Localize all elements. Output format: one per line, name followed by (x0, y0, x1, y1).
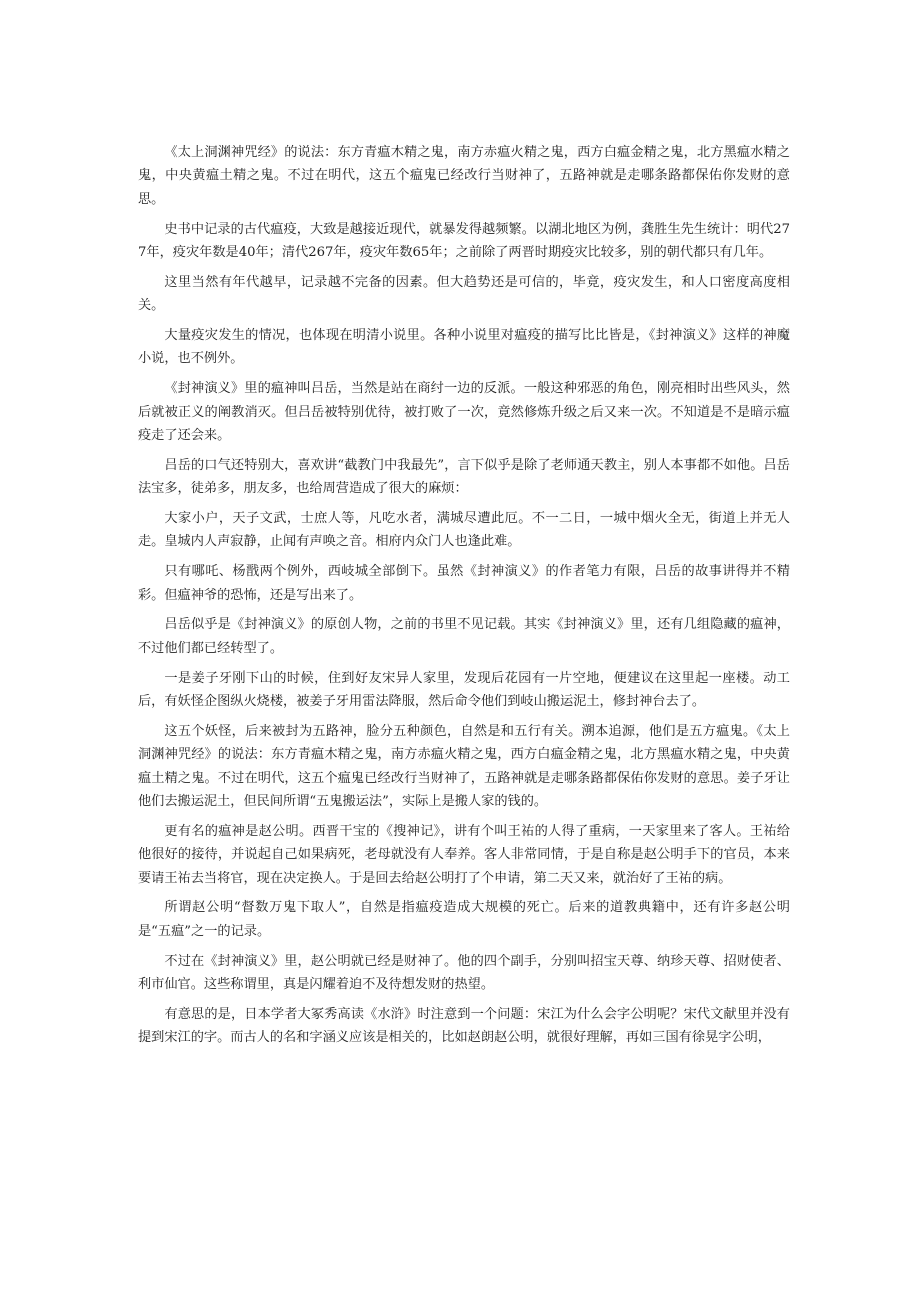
paragraph: 有意思的是，日本学者大冢秀高读《水浒》时注意到一个问题：宋江为什么会字公明呢？宋代文献里并没有提到宋江的字。而古人的名和字涵义应该是相关的，比如赵朗赵公明，就很好理解，再如三国有徐晃字公明， (138, 1006, 790, 1046)
paragraph: 只有哪吒、杨戬两个例外，西岐城全部倒下。虽然《封神演义》的作者笔力有限，吕岳的故事讲得并不精彩。但瘟神爷的恐怖，还是写出来了。 (138, 564, 790, 603)
quoted-paragraph: 大家小户，天子文武，士庶人等，凡吃水者，满城尽遭此厄。不一二日，一城中烟火全无，街道上并无人走。皇城内人声寂静，止闻有声唤之音。相府内众门人也逢此难。 (138, 511, 790, 550)
paragraph: 不过在《封神演义》里，赵公明就已经是财神了。他的四个副手，分别叫招宝天尊、纳珍天尊、招财使者、利市仙官。这些称谓里，真是闪耀着迫不及待想发财的热望。 (138, 953, 790, 993)
paragraph: 一是姜子牙刚下山的时候，住到好友宋异人家里，发现后花园有一片空地，便建议在这里起一座楼。动工后，有妖怪企图纵火烧楼，被姜子牙用雷法降服，然后命令他们到岐山搬运泥土，修封神台去了。 (138, 670, 790, 710)
paragraph: 吕岳似乎是《封神演义》的原创人物，之前的书里不见记载。其实《封神演义》里，还有几组隐藏的瘟神，不过他们都已经转型了。 (138, 617, 790, 656)
paragraph: 大量疫灾发生的情况，也体现在明清小说里。各种小说里对瘟疫的描写比比皆是，《封神演义》这样的神魔小说，也不例外。 (138, 328, 790, 367)
paragraph: 《封神演义》里的瘟神叫吕岳，当然是站在商纣一边的反派。一般这种邪恶的角色，刚亮相时出些风头，然后就被正义的阐教消灭。但吕岳被特别优待，被打败了一次，竟然修炼升级之后又来一次。不知道是不是暗示瘟疫走了还会来。 (138, 381, 790, 444)
paragraph: 这五个妖怪，后来被封为五路神，脸分五种颜色，自然是和五行有关。溯本追源，他们是五方瘟鬼。《太上洞渊神咒经》的说法：东方青瘟木精之鬼，南方赤瘟火精之鬼，西方白瘟金精之鬼，北方黑瘟水精之鬼，中央黄瘟土精之鬼。不过在明代，这五个瘟鬼已经改行当财神了，五路神就是走哪条路都保佑你发财的意思。姜子牙让他们去搬运泥土，但民间所谓“五鬼搬运法”，实际上是搬人家的钱的。 (138, 723, 790, 810)
document-page (138, 141, 790, 1056)
paragraph: 这里当然有年代越早，记录越不完备的因素。但大趋势还是可信的，毕竟，疫灾发生，和人口密度高度相关。 (138, 274, 790, 314)
paragraph: 史书中记录的古代瘟疫，大致是越接近现代，就暴发得越频繁。以湖北地区为例，龚胜生先生统计：明代277年，疫灾年数是40年；清代267年，疫灾年数65年；之前除了两晋时期疫灾比较多，别的朝代都只有几年。 (138, 221, 790, 261)
paragraph: 所谓赵公明“督数万鬼下取人”，自然是指瘟疫造成大规模的死亡。后来的道教典籍中，还有许多赵公明是“五瘟”之一的记录。 (138, 900, 790, 939)
paragraph: 吕岳的口气还特别大，喜欢讲“截教门中我最先”，言下似乎是除了老师通天教主，别人本事都不如他。吕岳法宝多，徒弟多，朋友多，也给周营造成了很大的麻烦： (138, 457, 790, 497)
paragraph: 《太上洞渊神咒经》的说法：东方青瘟木精之鬼，南方赤瘟火精之鬼，西方白瘟金精之鬼，北方黑瘟水精之鬼，中央黄瘟土精之鬼。不过在明代，这五个瘟鬼已经改行当财神了，五路神就是走哪条路都保佑你发财的意思。 (138, 145, 790, 207)
paragraph: 更有名的瘟神是赵公明。西晋干宝的《搜神记》，讲有个叫王祐的人得了重病，一天家里来了客人。王祐给他很好的接待，并说起自己如果病死，老母就没有人奉养。客人非常同情，于是自称是赵公明手下的官员，本来要请王祐去当将官，现在决定换人。于是回去给赵公明打了个申请，第二天又来，就治好了王祐的病。 (138, 823, 790, 886)
